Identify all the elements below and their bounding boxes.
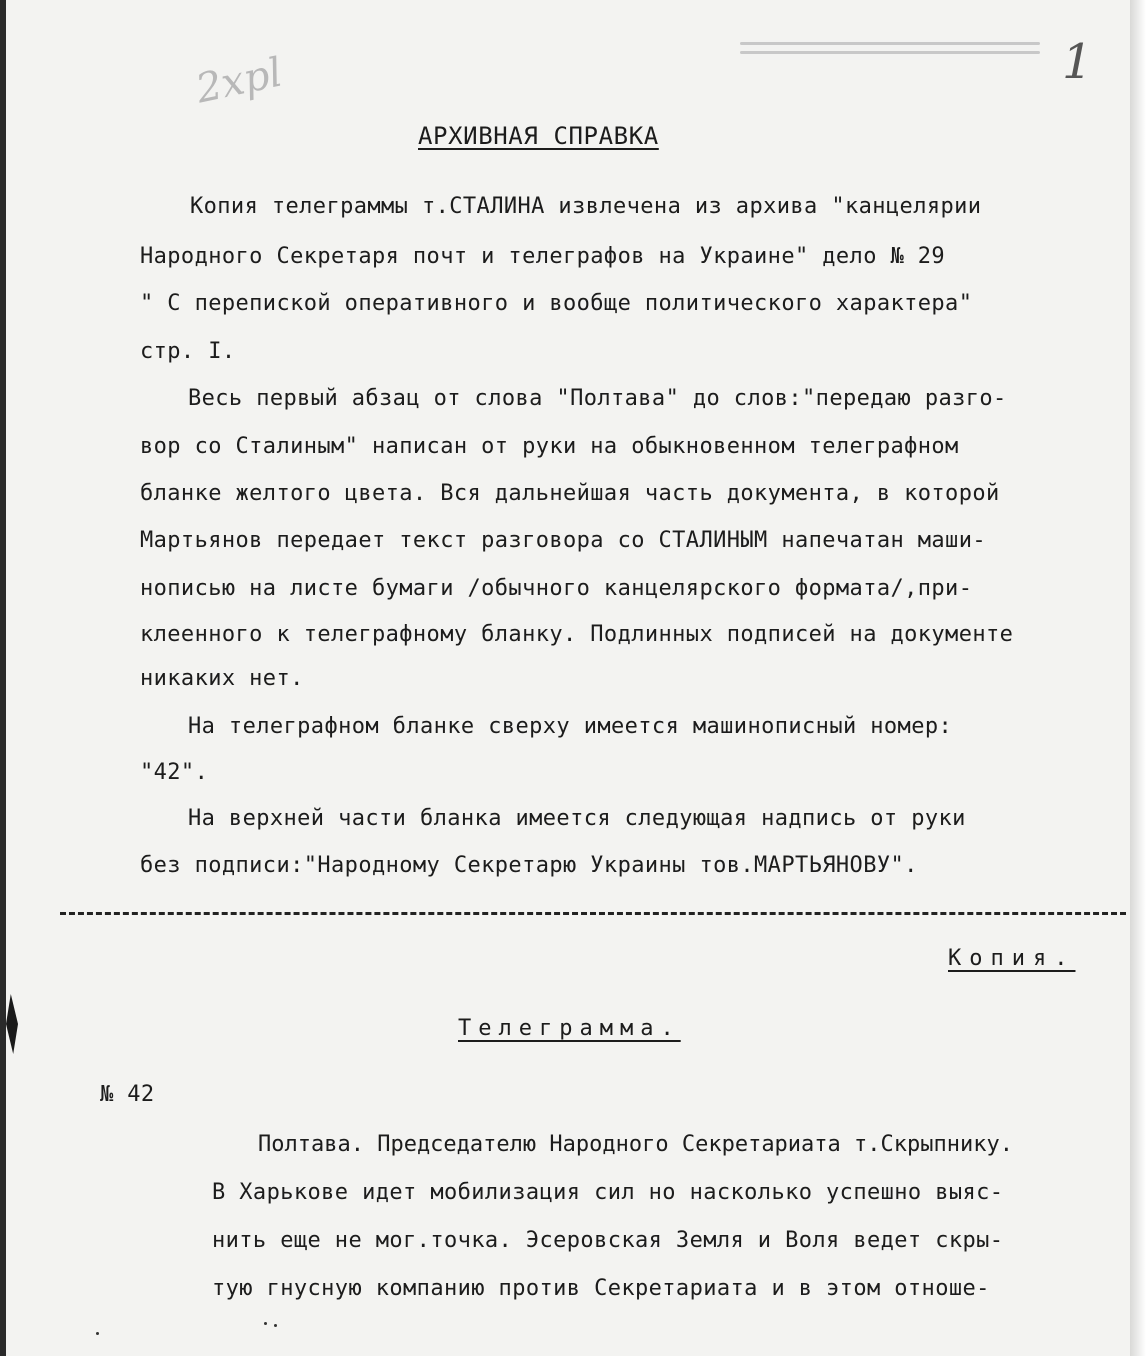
paragraph-1-line-3: " С перепиской оперативного и вообще политического характера" [140, 291, 973, 316]
paragraph-2-line-7: никаких нет. [140, 666, 304, 691]
paragraph-2-line-1: Весь первый абзац от слова "Полтава" до слов:"передаю разго- [188, 386, 1007, 411]
telegram-line-1: Полтава. Председателю Народного Секретариата т.Скрыпнику. [258, 1132, 1013, 1157]
paragraph-2-line-3: бланке желтого цвета. Вся дальнейшая часть документа, в которой [140, 481, 1000, 506]
paragraph-2-line-4: Мартьянов передает текст разговора со СТАЛИНЫМ напечатан маши- [140, 528, 986, 553]
dashed-separator [60, 912, 1126, 915]
ink-speck [96, 1332, 99, 1335]
scan-edge-left [0, 0, 6, 1356]
paragraph-2-line-6: клеенного к телеграфному бланку. Подлинных подписей на документе [140, 622, 1014, 647]
telegram-number: № 42 [100, 1082, 155, 1107]
telegram-line-3: нить еще не мог.точка. Эсеровская Земля и Воля ведет скры- [212, 1228, 1004, 1253]
page-number: 1 [1062, 34, 1093, 90]
paragraph-3-line-1: На телеграфном бланке сверху имеется машинописный номер: [188, 714, 953, 739]
paragraph-3-line-2: "42". [140, 760, 209, 785]
margin-ink-mark [6, 994, 18, 1054]
telegram-title: Телеграмма. [458, 1016, 681, 1041]
paragraph-4-line-1: На верхней части бланка имеется следующая надпись от руки [188, 806, 966, 831]
ink-speck [274, 1324, 277, 1327]
paragraph-1-line-4: стр. I. [140, 339, 236, 364]
handwritten-margin-note: 2хрl [192, 49, 287, 113]
telegram-line-2: В Харькове идет мобилизация сил но насколько успешно выяс- [212, 1180, 1004, 1205]
paragraph-1-line-2: Народного Секретаря почт и телеграфов на Украине" дело № 29 [140, 244, 946, 269]
paragraph-2-line-5: нописью на листе бумаги /обычного канцелярского формата/,при- [140, 576, 973, 601]
copy-label: Копия. [948, 946, 1076, 971]
faded-stamp [740, 42, 1040, 66]
document-heading: АРХИВНАЯ СПРАВКА [418, 122, 659, 150]
telegram-line-4: тую гнусную компанию против Секретариата и в этом отноше- [212, 1276, 990, 1301]
paragraph-1-line-1: Копия телеграммы т.СТАЛИНА извлечена из архива "канцелярии [190, 194, 982, 219]
paragraph-4-line-2: без подписи:"Народному Секретарю Украины тов.МАРТЬЯНОВУ". [140, 853, 918, 878]
ink-speck [264, 1322, 267, 1325]
paragraph-2-line-2: вор со Сталиным" написан от руки на обыкновенном телеграфном [140, 434, 959, 459]
scan-edge-right [1130, 0, 1146, 1356]
